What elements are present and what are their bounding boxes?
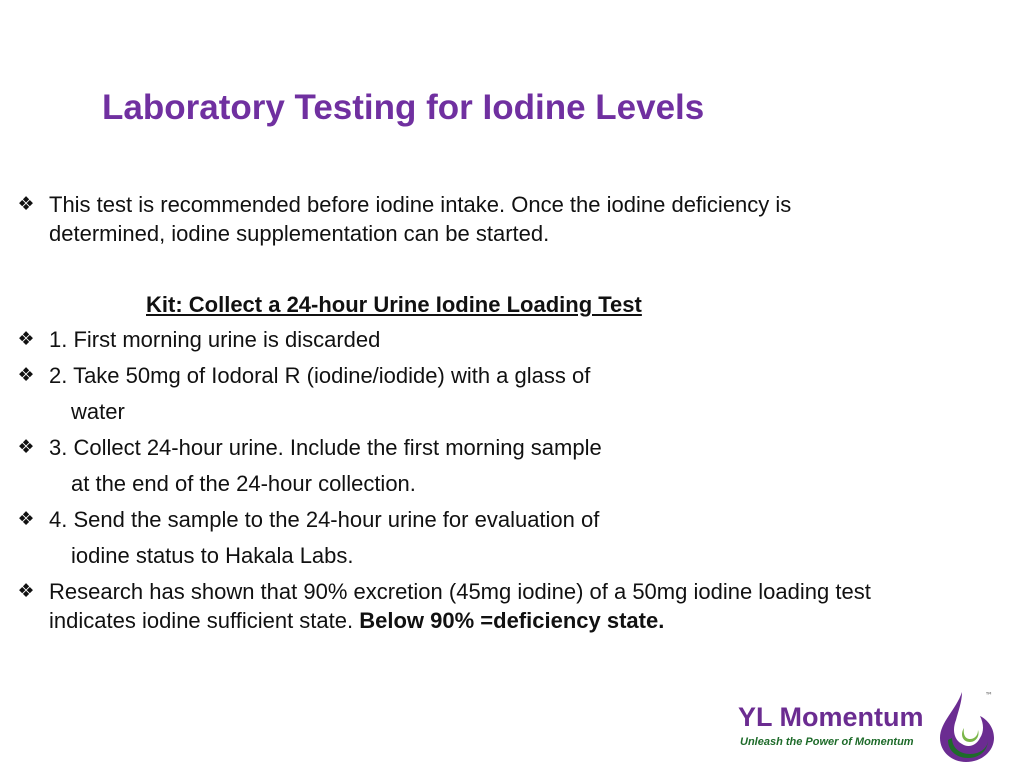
yl-momentum-logo: [738, 688, 1008, 764]
swirl-light-icon: [962, 728, 979, 742]
bullet-intro: [14, 190, 874, 248]
research-bold-text: Below 90% =deficiency state.: [359, 608, 665, 633]
kit-heading: Kit: Collect a 24-hour Urine Iodine Loading Test: [146, 292, 642, 317]
research-text: Research has shown that 90% excretion (45mg iodine) of a 50mg iodine loading test indicates iodine sufficient state.: [49, 579, 871, 633]
step-2-text: 2. Take 50mg of Iodoral R (iodine/iodide) with a glass of: [49, 363, 591, 388]
diamond-bullet-icon: ❖: [17, 364, 35, 386]
step-4-text: 4. Send the sample to the 24-hour urine for evaluation of: [49, 507, 600, 532]
intro-text: This test is recommended before iodine intake. Once the iodine deficiency is determined, iodine supplementation can be started.: [49, 192, 792, 246]
diamond-bullet-icon: ❖: [17, 508, 35, 530]
step-1-text: 1. First morning urine is discarded: [49, 327, 381, 352]
logo-name: YL Momentum: [738, 702, 924, 732]
bullet-research: [14, 577, 874, 635]
trademark-symbol: ™: [985, 691, 993, 700]
bullet-step-2: [14, 361, 874, 426]
step-2-continuation: water: [71, 399, 125, 424]
logo-tagline: Unleash the Power of Momentum: [740, 736, 914, 748]
bullet-step-3: [14, 433, 874, 498]
diamond-bullet-icon: ❖: [17, 328, 35, 350]
bullet-step-1: [14, 325, 874, 354]
step-3-continuation: at the end of the 24-hour collection.: [71, 471, 416, 496]
slide-content: [14, 190, 874, 635]
diamond-bullet-icon: ❖: [17, 193, 35, 215]
step-4-continuation: iodine status to Hakala Labs.: [71, 543, 354, 568]
step-3-text: 3. Collect 24-hour urine. Include the first morning sample: [49, 435, 602, 460]
diamond-bullet-icon: ❖: [17, 436, 35, 458]
droplet-outer-icon: [940, 692, 994, 762]
diamond-bullet-icon: ❖: [17, 580, 35, 602]
slide-title: Laboratory Testing for Iodine Levels: [102, 88, 705, 127]
bullet-step-4: [14, 505, 874, 570]
